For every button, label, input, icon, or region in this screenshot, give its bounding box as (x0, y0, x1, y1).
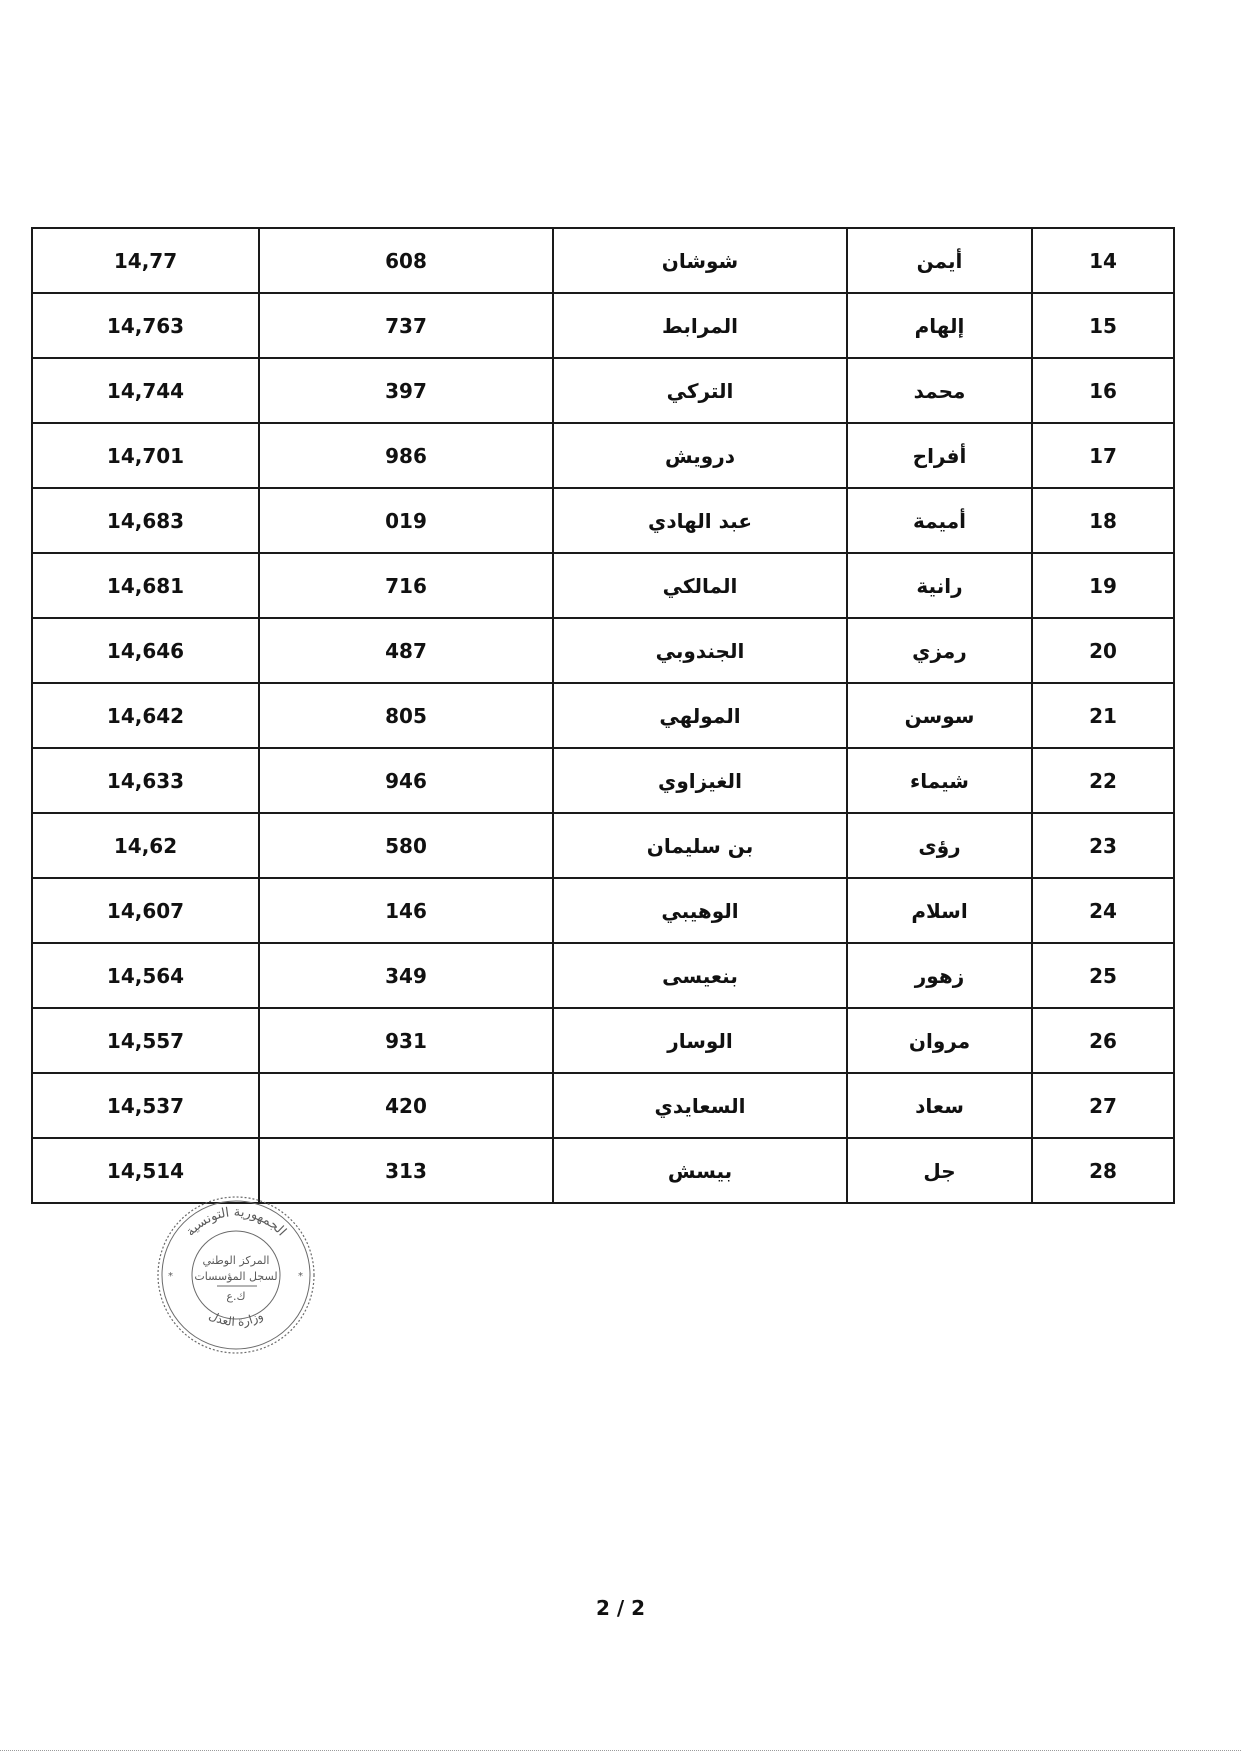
code-cell: 420 (259, 1073, 553, 1138)
rank-cell: 19 (1032, 553, 1174, 618)
table-row (32, 943, 1174, 1008)
rank-cell: 21 (1032, 683, 1174, 748)
first-name-cell: رمزي (847, 618, 1032, 683)
code-cell: 805 (259, 683, 553, 748)
score-cell: 14,683 (32, 488, 259, 553)
first-name-cell: سوسن (847, 683, 1032, 748)
rank-cell: 24 (1032, 878, 1174, 943)
table-row (32, 228, 1174, 293)
code-cell: 349 (259, 943, 553, 1008)
table-row (32, 813, 1174, 878)
table-row (32, 553, 1174, 618)
rank-cell: 14 (1032, 228, 1174, 293)
results-table-body (32, 228, 1174, 1203)
rank-cell: 16 (1032, 358, 1174, 423)
score-cell: 14,763 (32, 293, 259, 358)
score-cell: 14,607 (32, 878, 259, 943)
last-name-cell: الوهيبي (553, 878, 847, 943)
last-name-cell: الوسار (553, 1008, 847, 1073)
score-cell: 14,701 (32, 423, 259, 488)
last-name-cell: الجندوبي (553, 618, 847, 683)
table-row (32, 878, 1174, 943)
last-name-cell: المرابط (553, 293, 847, 358)
stamp-star-right-icon: * (298, 1271, 303, 1282)
code-cell: 946 (259, 748, 553, 813)
table-row (32, 1073, 1174, 1138)
first-name-cell: جل (847, 1138, 1032, 1203)
first-name-cell: إلهام (847, 293, 1032, 358)
code-cell: 737 (259, 293, 553, 358)
last-name-cell: عبد الهادي (553, 488, 847, 553)
score-cell: 14,62 (32, 813, 259, 878)
code-cell: 608 (259, 228, 553, 293)
code-cell: 986 (259, 423, 553, 488)
last-name-cell: المولهي (553, 683, 847, 748)
rank-cell: 20 (1032, 618, 1174, 683)
last-name-cell: المالكي (553, 553, 847, 618)
stamp-star-left-icon: * (168, 1271, 173, 1282)
score-cell: 14,681 (32, 553, 259, 618)
last-name-cell: التركي (553, 358, 847, 423)
last-name-cell: الغيزاوي (553, 748, 847, 813)
last-name-cell: شوشان (553, 228, 847, 293)
page-number: 2 / 2 (595, 1596, 646, 1620)
score-cell: 14,537 (32, 1073, 259, 1138)
code-cell: 146 (259, 878, 553, 943)
stamp-inner-line-3: ك.ع (226, 1290, 246, 1303)
last-name-cell: بن سليمان (553, 813, 847, 878)
score-cell: 14,77 (32, 228, 259, 293)
code-cell: 397 (259, 358, 553, 423)
first-name-cell: شيماء (847, 748, 1032, 813)
rank-cell: 26 (1032, 1008, 1174, 1073)
score-cell: 14,646 (32, 618, 259, 683)
stamp-outer-text: الجمهورية التونسية (183, 1204, 289, 1240)
last-name-cell: درويش (553, 423, 847, 488)
score-cell: 14,744 (32, 358, 259, 423)
stamp-inner-line-2: لسجل المؤسسات (194, 1270, 278, 1283)
last-name-cell: بيسش (553, 1138, 847, 1203)
table-row (32, 683, 1174, 748)
first-name-cell: أميمة (847, 488, 1032, 553)
first-name-cell: مروان (847, 1008, 1032, 1073)
last-name-cell: السعايدي (553, 1073, 847, 1138)
rank-cell: 17 (1032, 423, 1174, 488)
official-stamp (155, 1194, 317, 1356)
last-name-cell: بنعيسى (553, 943, 847, 1008)
first-name-cell: أفراح (847, 423, 1032, 488)
code-cell: 931 (259, 1008, 553, 1073)
first-name-cell: أيمن (847, 228, 1032, 293)
code-cell: 580 (259, 813, 553, 878)
first-name-cell: زهور (847, 943, 1032, 1008)
first-name-cell: سعاد (847, 1073, 1032, 1138)
table-row (32, 488, 1174, 553)
rank-cell: 28 (1032, 1138, 1174, 1203)
table-row (32, 423, 1174, 488)
score-cell: 14,633 (32, 748, 259, 813)
table-row (32, 293, 1174, 358)
stamp-inner-line-1: المركز الوطني (202, 1254, 270, 1267)
table-row (32, 618, 1174, 683)
table-row (32, 1008, 1174, 1073)
stamp-bottom-text: وزارة العدل (206, 1308, 266, 1329)
code-cell: 313 (259, 1138, 553, 1203)
table-row (32, 358, 1174, 423)
score-cell: 14,514 (32, 1138, 259, 1203)
first-name-cell: رؤى (847, 813, 1032, 878)
code-cell: 019 (259, 488, 553, 553)
code-cell: 487 (259, 618, 553, 683)
first-name-cell: محمد (847, 358, 1032, 423)
score-cell: 14,642 (32, 683, 259, 748)
rank-cell: 22 (1032, 748, 1174, 813)
first-name-cell: رانية (847, 553, 1032, 618)
rank-cell: 15 (1032, 293, 1174, 358)
table-row (32, 748, 1174, 813)
score-cell: 14,564 (32, 943, 259, 1008)
code-cell: 716 (259, 553, 553, 618)
rank-cell: 25 (1032, 943, 1174, 1008)
rank-cell: 23 (1032, 813, 1174, 878)
rank-cell: 27 (1032, 1073, 1174, 1138)
rank-cell: 18 (1032, 488, 1174, 553)
results-table (31, 227, 1175, 1204)
bottom-dotted-line (0, 1750, 1241, 1751)
score-cell: 14,557 (32, 1008, 259, 1073)
first-name-cell: اسلام (847, 878, 1032, 943)
